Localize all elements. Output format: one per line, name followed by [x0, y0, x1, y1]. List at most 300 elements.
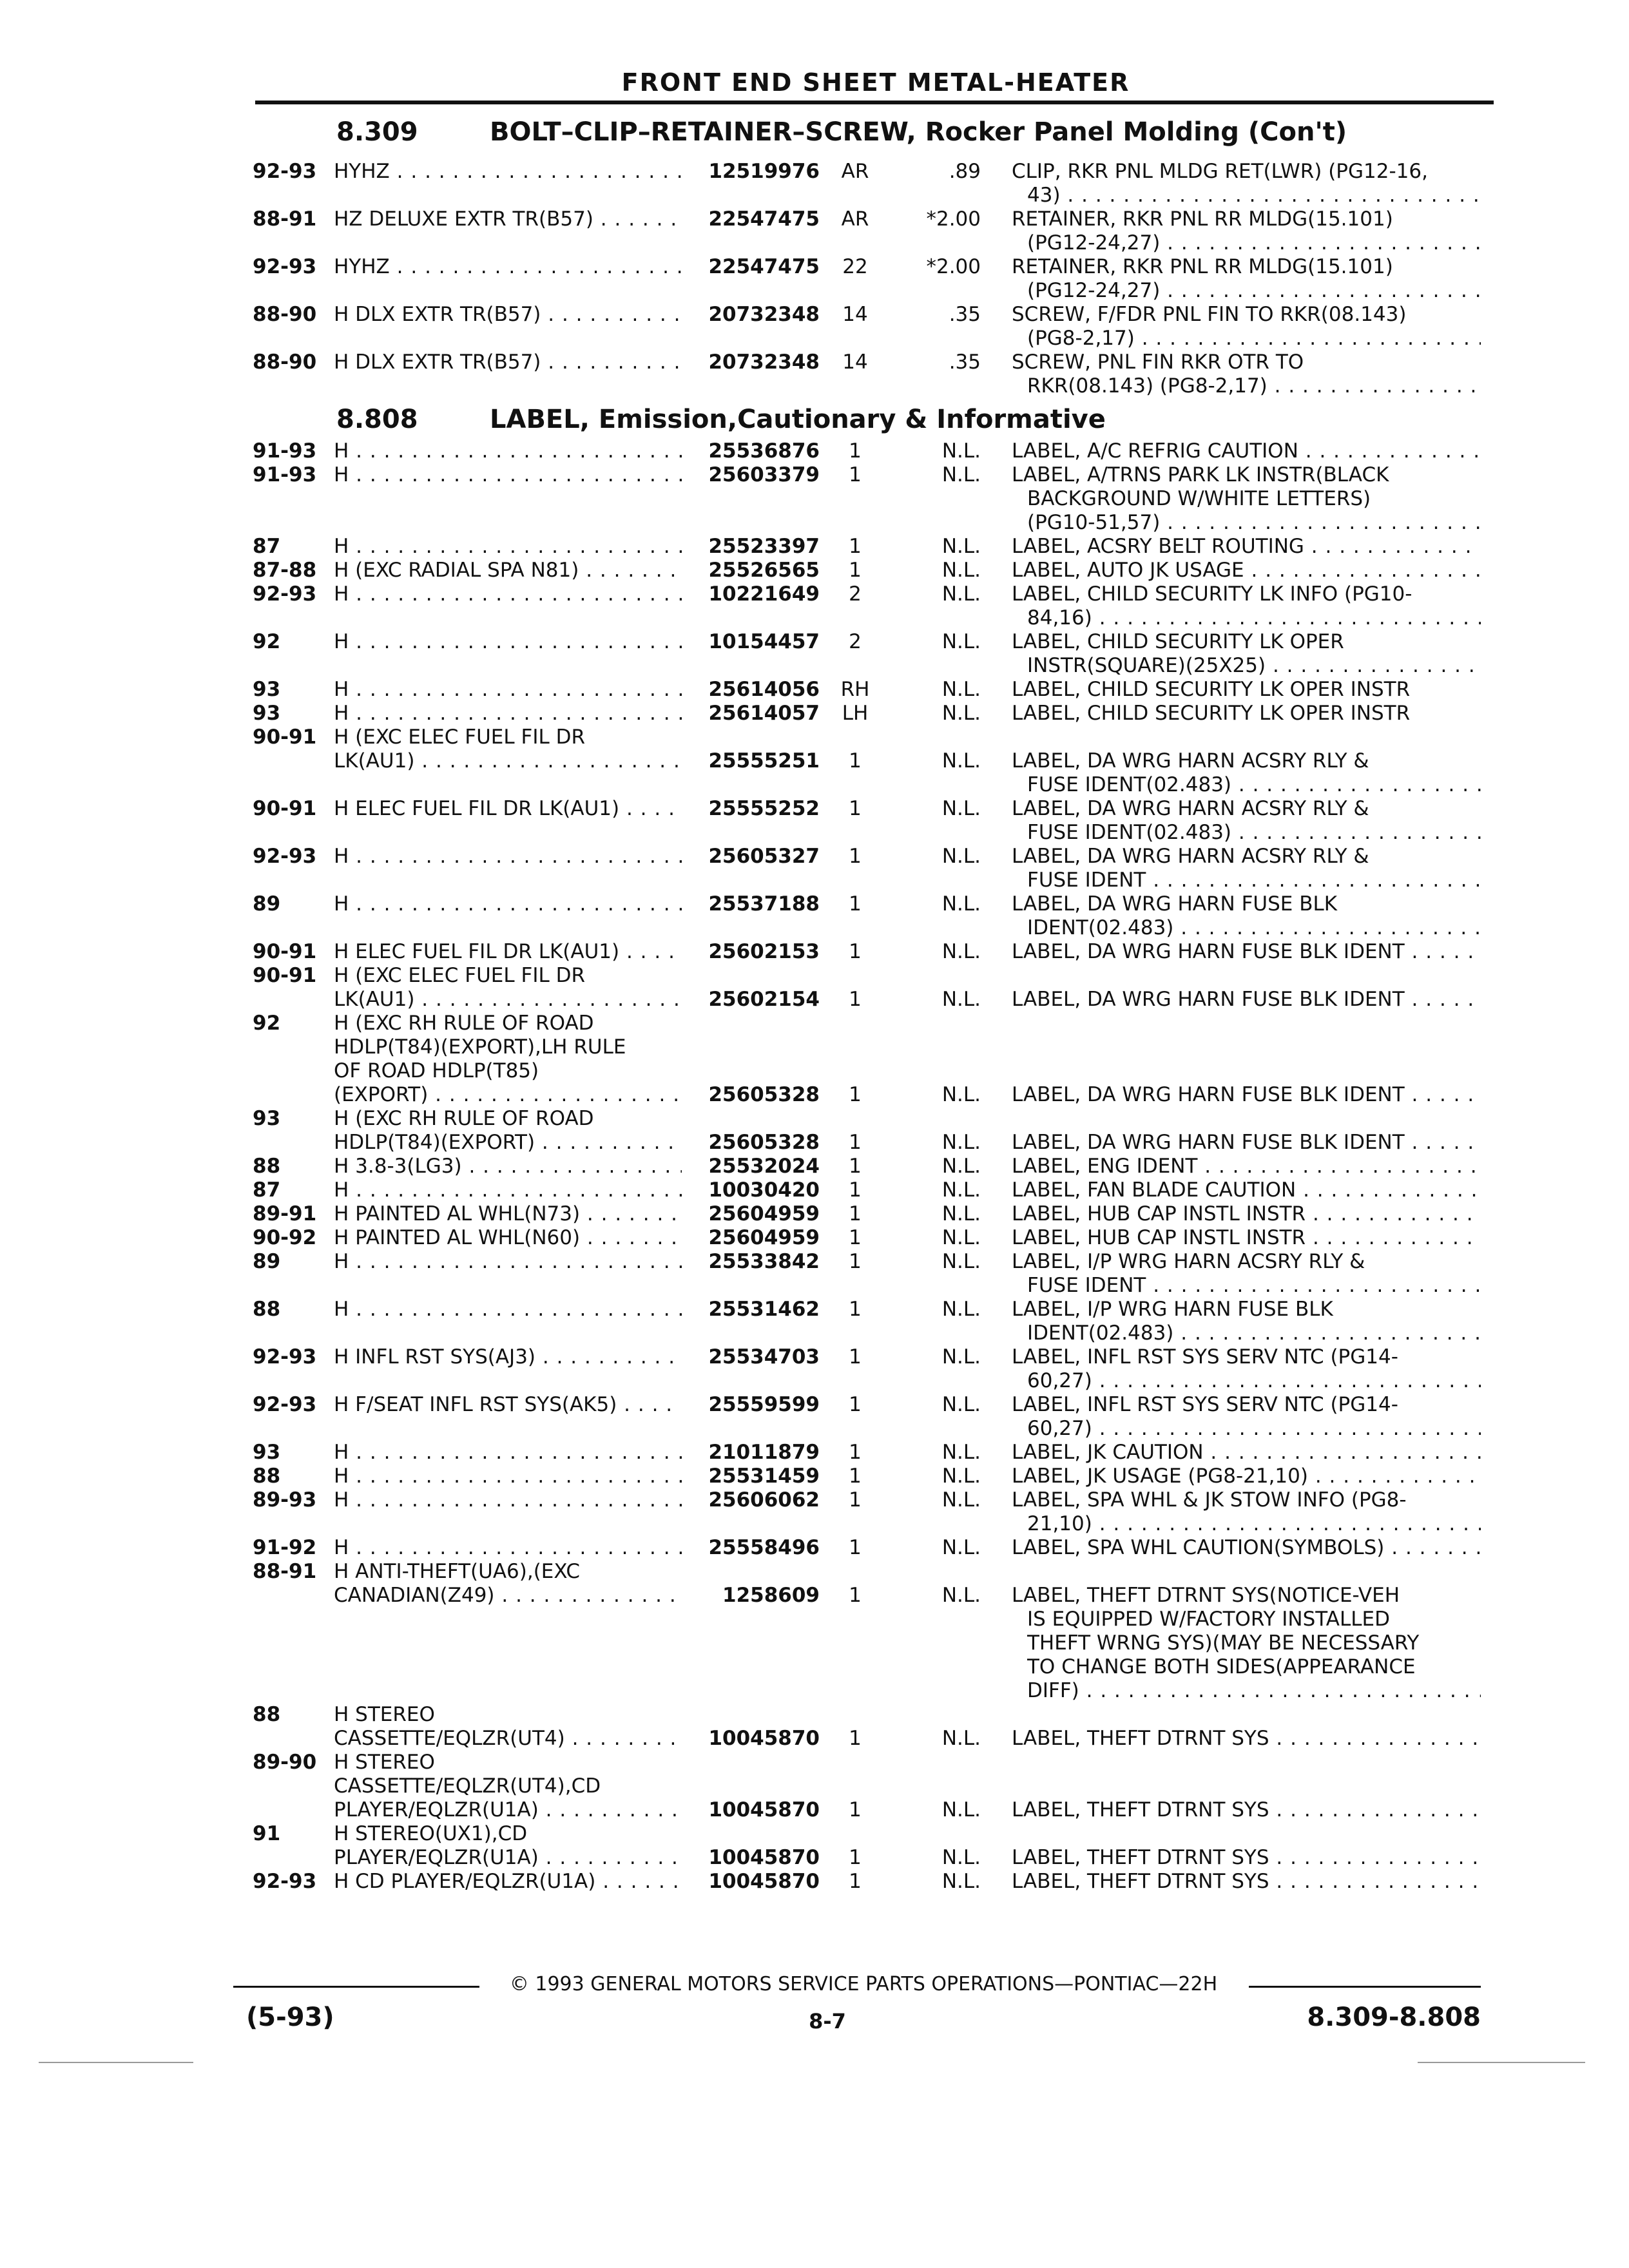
- model-description: H (EXC ELEC FUEL FIL DR: [334, 726, 586, 749]
- quantity: 1: [849, 1083, 862, 1106]
- price: N.L.: [941, 1250, 981, 1273]
- table-row: [0, 797, 1629, 821]
- table-row: [0, 207, 1629, 231]
- model-description: H PAINTED AL WHL(N60) . . .: [334, 1226, 682, 1250]
- price: N.L.: [941, 1536, 981, 1559]
- price: N.L.: [941, 1488, 981, 1512]
- part-description: BACKGROUND W/WHITE LETTERS): [1027, 487, 1371, 510]
- part-description: LABEL, INFL RST SYS SERV NTC (PG14-: [1012, 1345, 1398, 1369]
- model-description: H . . .: [334, 1178, 682, 1202]
- part-description: IS EQUIPPED W/FACTORY INSTALLED: [1027, 1608, 1391, 1631]
- model-description: (EXPORT) . . .: [334, 1083, 682, 1107]
- model-description: H DLX EXTR TR(B57) . . .: [334, 303, 682, 327]
- part-description: 21,10) . . .: [1027, 1512, 1481, 1536]
- model-description: H INFL RST SYS(AJ3) . . .: [334, 1345, 682, 1369]
- part-description: LABEL, ACSRY BELT ROUTING . . .: [1012, 535, 1481, 559]
- table-row: [0, 255, 1629, 279]
- table-row: [0, 1083, 1629, 1107]
- price: .89: [949, 160, 981, 183]
- table-row: [0, 1393, 1629, 1417]
- table-row: [0, 749, 1629, 773]
- part-description: IDENT(02.483) . . .: [1027, 1321, 1481, 1345]
- model-description: CASSETTE/EQLZR(UT4),CD: [334, 1774, 601, 1798]
- part-description: INSTR(SQUARE)(25X25) . . .: [1027, 654, 1481, 678]
- model-description: H . . .: [334, 1298, 682, 1321]
- table-row: [0, 1631, 1629, 1655]
- part-number: 25536876: [687, 439, 820, 463]
- table-row: [0, 1584, 1629, 1608]
- model-year: 91-92: [253, 1536, 317, 1559]
- part-description: FUSE IDENT . . .: [1027, 1274, 1481, 1298]
- part-description: 84,16) . . .: [1027, 606, 1481, 630]
- model-year: 89-93: [253, 1488, 317, 1512]
- model-description: H ANTI-THEFT(UA6),(EXC: [334, 1560, 581, 1583]
- part-description: LABEL, DA WRG HARN FUSE BLK IDENT . . .: [1012, 1131, 1481, 1155]
- footer-rule-right: [1249, 1986, 1481, 1988]
- price: N.L.: [941, 1584, 981, 1607]
- part-number: 25605327: [687, 845, 820, 869]
- table-row: [0, 1274, 1629, 1298]
- part-description: (PG8-2,17) . . .: [1027, 327, 1481, 351]
- model-year: 88: [253, 1298, 281, 1321]
- quantity: 1: [849, 535, 862, 558]
- model-description: H . . .: [334, 678, 682, 702]
- model-year: 87: [253, 1178, 281, 1202]
- model-description: H CD PLAYER/EQLZR(U1A) . . .: [334, 1870, 682, 1894]
- quantity: 1: [849, 1178, 862, 1202]
- page-header: FRONT END SHEET METAL-HEATER: [621, 68, 1130, 97]
- price: N.L.: [941, 1202, 981, 1225]
- model-year: 92-93: [253, 1393, 317, 1416]
- model-description: H . . .: [334, 845, 682, 869]
- price: N.L.: [941, 1298, 981, 1321]
- table-row: [0, 231, 1629, 255]
- part-description: (PG10-51,57) . . .: [1027, 511, 1481, 535]
- table-row: [0, 184, 1629, 207]
- model-year: 91: [253, 1822, 281, 1845]
- table-row: [0, 1321, 1629, 1345]
- table-row: [0, 1679, 1629, 1703]
- table-row: [0, 1369, 1629, 1393]
- model-description: HYHZ . . .: [334, 160, 682, 184]
- part-number: 25606062: [687, 1488, 820, 1512]
- part-number: 25604959: [687, 1202, 820, 1226]
- quantity: 1: [849, 1536, 862, 1559]
- table-row: [0, 1345, 1629, 1369]
- price: N.L.: [941, 463, 981, 486]
- model-description: H ELEC FUEL FIL DR LK(AU1) . . .: [334, 940, 682, 964]
- price: N.L.: [941, 845, 981, 868]
- scan-artifact: [1418, 2062, 1585, 2063]
- quantity: 1: [849, 1393, 862, 1416]
- model-description: HZ DELUXE EXTR TR(B57) . . .: [334, 207, 682, 231]
- part-description: RETAINER, RKR PNL RR MLDG(15.101): [1012, 207, 1393, 231]
- quantity: 1: [849, 845, 862, 868]
- model-description: H ELEC FUEL FIL DR LK(AU1) . . .: [334, 797, 682, 821]
- part-description: LABEL, I/P WRG HARN FUSE BLK: [1012, 1298, 1333, 1321]
- table-row: [0, 892, 1629, 916]
- part-description: THEFT WRNG SYS)(MAY BE NECESSARY: [1027, 1631, 1420, 1655]
- model-year: 93: [253, 702, 281, 725]
- table-row: [0, 303, 1629, 327]
- price: N.L.: [941, 1727, 981, 1750]
- quantity: 1: [849, 940, 862, 963]
- table-row: [0, 559, 1629, 582]
- price: N.L.: [941, 797, 981, 820]
- part-description: LABEL, ENG IDENT . . .: [1012, 1155, 1481, 1178]
- table-row: [0, 845, 1629, 869]
- quantity: 1: [849, 1226, 862, 1249]
- part-number: 10154457: [687, 630, 820, 654]
- model-description: CANADIAN(Z49) . . .: [334, 1584, 682, 1608]
- price: N.L.: [941, 1846, 981, 1869]
- part-description: LABEL, HUB CAP INSTL INSTR . . .: [1012, 1226, 1481, 1250]
- quantity: 1: [849, 1846, 862, 1869]
- page-number: 8-7: [809, 2009, 846, 2033]
- price: *2.00: [926, 207, 981, 231]
- table-row: [0, 773, 1629, 797]
- quantity: 1: [849, 1727, 862, 1750]
- part-description: LABEL, DA WRG HARN FUSE BLK IDENT . . .: [1012, 988, 1481, 1012]
- part-description: LABEL, THEFT DTRNT SYS . . .: [1012, 1846, 1481, 1870]
- table-row: [0, 1441, 1629, 1465]
- part-number: 10221649: [687, 582, 820, 606]
- part-description: LABEL, CHILD SECURITY LK OPER: [1012, 630, 1344, 653]
- quantity: 1: [849, 559, 862, 582]
- part-description: LABEL, A/C REFRIG CAUTION . . .: [1012, 439, 1481, 463]
- part-description: LABEL, FAN BLADE CAUTION . . .: [1012, 1178, 1481, 1202]
- table-row: [0, 1703, 1629, 1727]
- model-year: 92-93: [253, 582, 317, 606]
- part-number: 25533842: [687, 1250, 820, 1274]
- price: N.L.: [941, 1870, 981, 1893]
- model-description: H (EXC RH RULE OF ROAD: [334, 1107, 594, 1130]
- price: N.L.: [941, 892, 981, 916]
- table-row: [0, 1608, 1629, 1631]
- quantity: 14: [842, 351, 868, 374]
- table-row: [0, 1035, 1629, 1059]
- table-row: [0, 1178, 1629, 1202]
- price: N.L.: [941, 940, 981, 963]
- table-row: [0, 606, 1629, 630]
- table-row: [0, 1226, 1629, 1250]
- model-description: LK(AU1) . . .: [334, 988, 682, 1012]
- part-description: LABEL, INFL RST SYS SERV NTC (PG14-: [1012, 1393, 1398, 1416]
- price: N.L.: [941, 1178, 981, 1202]
- quantity: RH: [840, 678, 870, 701]
- part-number: 10045870: [687, 1846, 820, 1870]
- model-description: H STEREO: [334, 1751, 435, 1774]
- model-year: 87-88: [253, 559, 317, 582]
- table-row: [0, 1012, 1629, 1035]
- part-description: FUSE IDENT(02.483) . . .: [1027, 773, 1481, 797]
- model-year: 88: [253, 1155, 281, 1178]
- price: N.L.: [941, 1465, 981, 1488]
- part-description: LABEL, AUTO JK USAGE . . .: [1012, 559, 1481, 582]
- part-number: 22547475: [687, 255, 820, 279]
- model-year: 92-93: [253, 160, 317, 183]
- price: N.L.: [941, 1393, 981, 1416]
- table-row: [0, 1870, 1629, 1894]
- table-row: [0, 988, 1629, 1012]
- table-row: [0, 702, 1629, 726]
- model-year: 90-91: [253, 797, 317, 820]
- quantity: 14: [842, 303, 868, 326]
- model-year: 88: [253, 1703, 281, 1726]
- part-description: LABEL, THEFT DTRNT SYS(NOTICE-VEH: [1012, 1584, 1400, 1607]
- price: N.L.: [941, 559, 981, 582]
- quantity: 1: [849, 463, 862, 486]
- model-description: H . . .: [334, 1250, 682, 1274]
- model-description: H . . .: [334, 1465, 682, 1488]
- table-row: [0, 327, 1629, 351]
- part-number: 25605328: [687, 1131, 820, 1155]
- price: N.L.: [941, 439, 981, 463]
- table-row: [0, 1655, 1629, 1679]
- model-description: H 3.8-3(LG3) . . .: [334, 1155, 682, 1178]
- quantity: 1: [849, 749, 862, 773]
- part-description: (PG12-24,27) . . .: [1027, 231, 1481, 255]
- quantity: 1: [849, 1155, 862, 1178]
- part-description: CLIP, RKR PNL MLDG RET(LWR) (PG12-16,: [1012, 160, 1428, 183]
- price: N.L.: [941, 582, 981, 606]
- model-description: H . . .: [334, 702, 682, 726]
- part-description: SCREW, F/FDR PNL FIN TO RKR(08.143): [1012, 303, 1407, 326]
- part-description: LABEL, DA WRG HARN ACSRY RLY &: [1012, 845, 1369, 868]
- model-description: HDLP(T84)(EXPORT),LH RULE: [334, 1035, 626, 1059]
- part-description: LABEL, THEFT DTRNT SYS . . .: [1012, 1798, 1481, 1822]
- quantity: 1: [849, 1298, 862, 1321]
- model-year: 92-93: [253, 1870, 317, 1893]
- price: N.L.: [941, 535, 981, 558]
- model-description: H STEREO: [334, 1703, 435, 1726]
- model-year: 90-91: [253, 940, 317, 963]
- part-number: 25602153: [687, 940, 820, 964]
- model-description: LK(AU1) . . .: [334, 749, 682, 773]
- model-year: 89-90: [253, 1751, 317, 1774]
- section-title: LABEL, Emission,Cautionary & Informative: [490, 405, 1106, 434]
- model-description: H (EXC ELEC FUEL FIL DR: [334, 964, 586, 987]
- part-number: 25523397: [687, 535, 820, 559]
- model-description: H F/SEAT INFL RST SYS(AK5) . . .: [334, 1393, 682, 1417]
- model-description: OF ROAD HDLP(T85): [334, 1059, 539, 1082]
- model-year: 88-90: [253, 351, 317, 374]
- price: N.L.: [941, 988, 981, 1011]
- part-number: 25614057: [687, 702, 820, 726]
- part-number: 10030420: [687, 1178, 820, 1202]
- part-description: LABEL, JK CAUTION . . .: [1012, 1441, 1481, 1465]
- part-description: IDENT(02.483) . . .: [1027, 916, 1481, 940]
- table-row: [0, 439, 1629, 463]
- part-description: LABEL, DA WRG HARN ACSRY RLY &: [1012, 749, 1369, 773]
- table-row: [0, 535, 1629, 559]
- part-description: LABEL, I/P WRG HARN ACSRY RLY &: [1012, 1250, 1365, 1273]
- part-number: 25605328: [687, 1083, 820, 1107]
- quantity: 1: [849, 1798, 862, 1821]
- quantity: 1: [849, 1250, 862, 1273]
- model-year: 87: [253, 535, 281, 558]
- part-number: 25603379: [687, 463, 820, 487]
- model-description: CASSETTE/EQLZR(UT4) . . .: [334, 1727, 682, 1751]
- part-description: LABEL, CHILD SECURITY LK INFO (PG10-: [1012, 582, 1412, 606]
- section-number: 8.309: [336, 117, 418, 147]
- model-description: H . . .: [334, 463, 682, 487]
- part-description: LABEL, JK USAGE (PG8-21,10) . . .: [1012, 1465, 1481, 1488]
- model-description: H (EXC RADIAL SPA N81) . . .: [334, 559, 682, 582]
- part-number: 12519976: [687, 160, 820, 184]
- part-number: 25614056: [687, 678, 820, 702]
- price: N.L.: [941, 1226, 981, 1249]
- part-number: 25534703: [687, 1345, 820, 1369]
- part-number: 25604959: [687, 1226, 820, 1250]
- part-description: LABEL, CHILD SECURITY LK OPER INSTR: [1012, 678, 1411, 701]
- part-number: 25526565: [687, 559, 820, 582]
- table-row: [0, 582, 1629, 606]
- model-description: H (EXC RH RULE OF ROAD: [334, 1012, 594, 1035]
- model-year: 92-93: [253, 1345, 317, 1369]
- model-year: 90-91: [253, 726, 317, 749]
- table-row: [0, 1774, 1629, 1798]
- table-row: [0, 821, 1629, 845]
- quantity: 2: [849, 630, 862, 653]
- part-description: 60,27) . . .: [1027, 1417, 1481, 1441]
- model-description: H STEREO(UX1),CD: [334, 1822, 528, 1845]
- table-row: [0, 1488, 1629, 1512]
- quantity: 1: [849, 1131, 862, 1154]
- quantity: 1: [849, 439, 862, 463]
- part-description: (PG12-24,27) . . .: [1027, 279, 1481, 303]
- model-description: H . . .: [334, 1536, 682, 1560]
- quantity: 1: [849, 1584, 862, 1607]
- model-description: HYHZ . . .: [334, 255, 682, 279]
- part-number: 25559599: [687, 1393, 820, 1417]
- table-row: [0, 1107, 1629, 1131]
- quantity: LH: [842, 702, 869, 725]
- price: *2.00: [926, 255, 981, 278]
- table-row: [0, 1417, 1629, 1441]
- part-number: 10045870: [687, 1727, 820, 1751]
- table-row: [0, 1131, 1629, 1155]
- model-description: H PAINTED AL WHL(N73) . . .: [334, 1202, 682, 1226]
- table-row: [0, 351, 1629, 374]
- model-year: 93: [253, 1107, 281, 1130]
- part-number: 25602154: [687, 988, 820, 1012]
- part-description: RETAINER, RKR PNL RR MLDG(15.101): [1012, 255, 1393, 278]
- model-year: 92-93: [253, 845, 317, 868]
- price: N.L.: [941, 1798, 981, 1821]
- part-description: 43) . . .: [1027, 184, 1481, 207]
- table-row: [0, 1560, 1629, 1584]
- part-number: 20732348: [687, 303, 820, 327]
- model-description: H . . .: [334, 535, 682, 559]
- table-row: [0, 1751, 1629, 1774]
- model-description: HDLP(T84)(EXPORT) . . .: [334, 1131, 682, 1155]
- table-row: [0, 678, 1629, 702]
- price: N.L.: [941, 630, 981, 653]
- table-row: [0, 487, 1629, 511]
- section-title: BOLT–CLIP–RETAINER–SCREW, Rocker Panel Molding (Con't): [490, 117, 1347, 147]
- table-row: [0, 1727, 1629, 1751]
- table-row: [0, 1465, 1629, 1488]
- part-number: 25537188: [687, 892, 820, 916]
- table-row: [0, 630, 1629, 654]
- price: N.L.: [941, 1083, 981, 1106]
- part-number: 25531462: [687, 1298, 820, 1321]
- table-row: [0, 1202, 1629, 1226]
- price: N.L.: [941, 702, 981, 725]
- part-number: 25555251: [687, 749, 820, 773]
- quantity: 2: [849, 582, 862, 606]
- quantity: 1: [849, 797, 862, 820]
- table-row: [0, 374, 1629, 398]
- model-description: H . . .: [334, 630, 682, 654]
- header-rule: [255, 101, 1494, 104]
- model-year: 92-93: [253, 255, 317, 278]
- price: N.L.: [941, 1441, 981, 1464]
- part-description: LABEL, DA WRG HARN FUSE BLK IDENT . . .: [1012, 940, 1481, 964]
- model-year: 89-91: [253, 1202, 317, 1225]
- footer-date: (5-93): [246, 2003, 334, 2032]
- part-number: 10045870: [687, 1870, 820, 1894]
- table-row: [0, 160, 1629, 184]
- part-description: RKR(08.143) (PG8-2,17) . . .: [1027, 374, 1481, 398]
- model-description: H DLX EXTR TR(B57) . . .: [334, 351, 682, 374]
- model-description: H . . .: [334, 1488, 682, 1512]
- part-description: SCREW, PNL FIN RKR OTR TO: [1012, 351, 1304, 374]
- model-year: 89: [253, 1250, 281, 1273]
- price: N.L.: [941, 1155, 981, 1178]
- table-row: [0, 726, 1629, 749]
- section-number: 8.808: [336, 405, 418, 434]
- quantity: 22: [842, 255, 868, 278]
- price: N.L.: [941, 678, 981, 701]
- part-description: DIFF) . . .: [1027, 1679, 1481, 1703]
- quantity: AR: [841, 207, 869, 231]
- model-year: 92: [253, 630, 281, 653]
- quantity: 1: [849, 1441, 862, 1464]
- table-row: [0, 940, 1629, 964]
- part-number: 25531459: [687, 1465, 820, 1488]
- table-row: [0, 654, 1629, 678]
- table-row: [0, 463, 1629, 487]
- footer-copyright: © 1993 GENERAL MOTORS SERVICE PARTS OPERATIONS—PONTIAC—22H: [509, 1973, 1218, 1995]
- model-year: 93: [253, 1441, 281, 1464]
- price: .35: [949, 351, 981, 374]
- model-description: PLAYER/EQLZR(U1A) . . .: [334, 1798, 682, 1822]
- price: N.L.: [941, 1345, 981, 1369]
- part-description: LABEL, SPA WHL CAUTION(SYMBOLS) . . .: [1012, 1536, 1481, 1560]
- quantity: 1: [849, 1202, 862, 1225]
- table-row: [0, 1798, 1629, 1822]
- price: .35: [949, 303, 981, 326]
- part-description: LABEL, THEFT DTRNT SYS . . .: [1012, 1727, 1481, 1751]
- quantity: 1: [849, 1465, 862, 1488]
- part-description: TO CHANGE BOTH SIDES(APPEARANCE: [1027, 1655, 1416, 1678]
- table-row: [0, 1155, 1629, 1178]
- part-number: 25532024: [687, 1155, 820, 1178]
- model-description: H . . .: [334, 439, 682, 463]
- table-row: [0, 1822, 1629, 1846]
- part-number: 21011879: [687, 1441, 820, 1465]
- model-year: 90-92: [253, 1226, 317, 1249]
- model-year: 92: [253, 1012, 281, 1035]
- part-description: LABEL, CHILD SECURITY LK OPER INSTR: [1012, 702, 1411, 725]
- table-row: [0, 964, 1629, 988]
- model-description: H . . .: [334, 892, 682, 916]
- quantity: 1: [849, 1488, 862, 1512]
- part-description: 60,27) . . .: [1027, 1369, 1481, 1393]
- model-year: 89: [253, 892, 281, 916]
